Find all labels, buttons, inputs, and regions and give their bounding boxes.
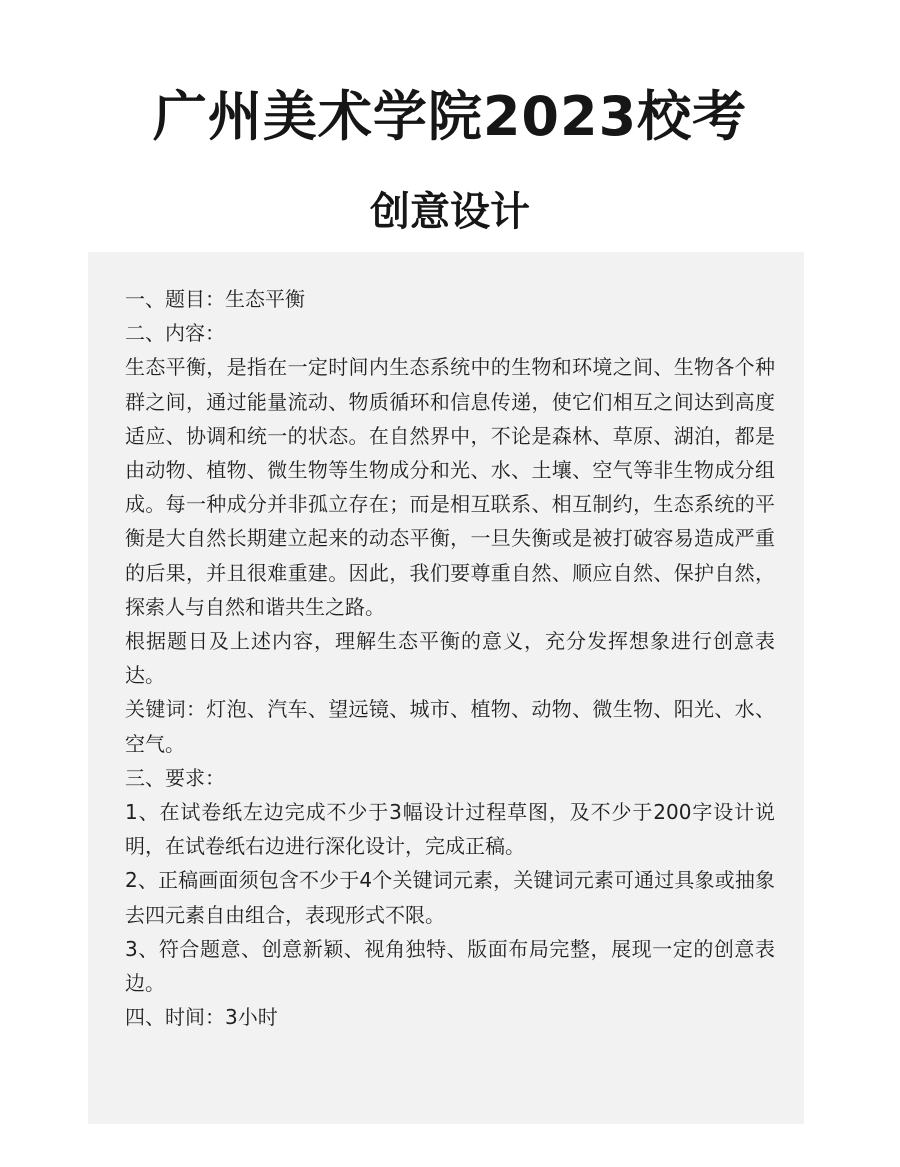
requirement-item-3: 3、符合题意、创意新颖、视角独特、版面布局完整，展现一定的创意表边。 — [125, 936, 775, 996]
page-title: 广州美术学院2023校考 — [152, 85, 748, 148]
content-panel — [88, 252, 804, 1124]
content-body — [125, 282, 775, 1034]
requirement-item-2: 2、正稿画面须包含不少于4个关键词元素，关键词元素可通过具象或抽象去四元素自由组合，表现形式不限。 — [125, 868, 775, 927]
task-paragraph: 根据题日及上述内容，理解生态平衡的意义，充分发挥想象进行创意表达。 — [125, 629, 775, 688]
content-paragraph: 生态平衡，是指在一定时间内生态系统中的生物和环境之间、生物各个种群之间，通过能量流动、物质循环和信息传递，使它们相互之间达到高度适应、协调和统一的状态。在自然界中，不论是森林、草原、湖泊，都是由动物、植物、微生物等生物成分和光、水、土壤、空气等非生物成分组成。每一种成分并非孤立存在；而是相互联系、相互制约，生态系统的平衡是大自然长期建立起来的动态平衡，一旦失衡或是被打破容易造成严重的后果，并且很难重建。因此，我们要尊重自然、顺应自然、保护自然，探索人与自然和谐共生之路。 — [125, 355, 775, 619]
time-line: 四、时间：3小时 — [125, 1005, 278, 1030]
topic-line: 一、题目：生态平衡 — [125, 287, 305, 311]
requirements-heading: 三、要求： — [125, 765, 225, 790]
content-heading: 二、内容： — [125, 321, 225, 346]
page-subtitle: 创意设计 — [370, 189, 530, 235]
keywords-paragraph: 关键词：灯泡、汽车、望远镜、城市、植物、动物、微生物、阳光、水、空气。 — [125, 697, 775, 756]
requirement-item-1: 1、在试卷纸左边完成不少于3幅设计过程草图，及不少于200字设计说明，在试卷纸右边进行深化设计，完成正稿。 — [125, 800, 775, 859]
